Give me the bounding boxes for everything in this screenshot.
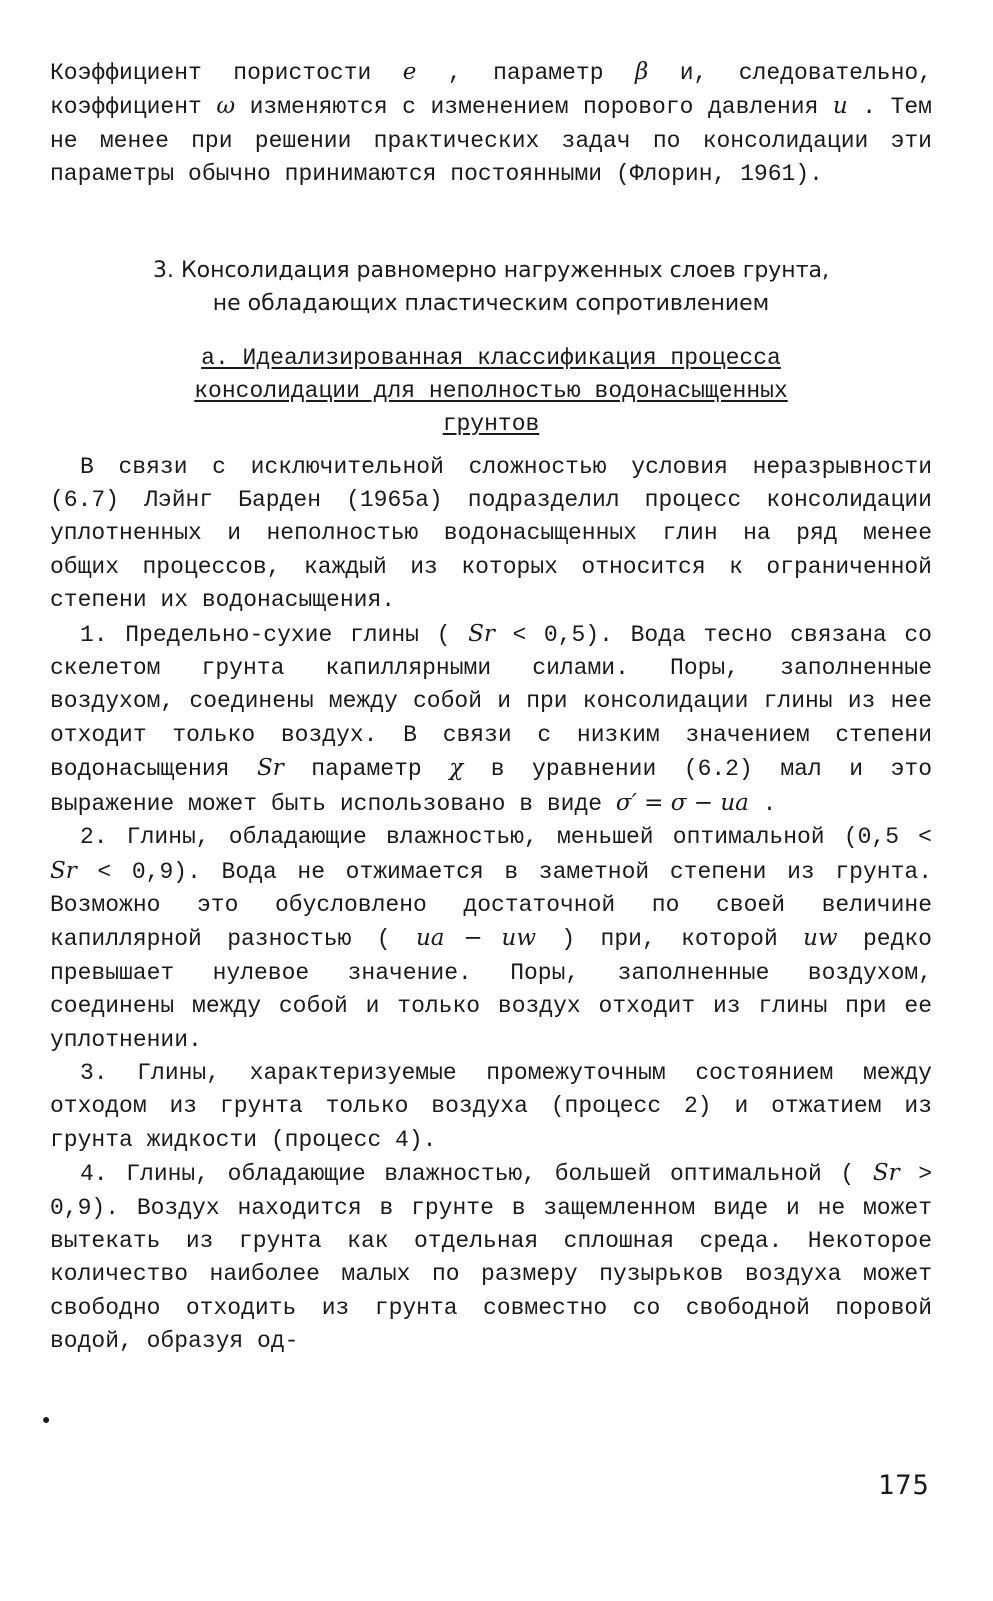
intro-text: . Тем не менее при решении практических задач по консолидации эти параметры обычно принимаются постоянными (Флорин, 1961).	[50, 94, 932, 188]
section-heading-line: не обладающих пластическим сопротивлением	[212, 290, 770, 316]
formula-capillary-difference: ua − uw	[415, 925, 537, 952]
item-text: < 0,5). Вода тесно связана со скелетом грунта капиллярными силами. Поры, заполненные воздухом, соединены между собой и при консолидации глины из нее отходит только воздух. В связи с низким значением степени водонасыщения	[50, 621, 932, 783]
intro-text: , параметр	[416, 60, 635, 86]
intro-text: Коэффициент пористости	[50, 60, 403, 86]
symbol-beta: β	[634, 59, 649, 85]
list-item-4	[50, 1157, 932, 1358]
item-text: 4. Глины, обладающие влажностью, большей оптимальной (	[80, 1161, 873, 1188]
list-item-3: 3. Глины, характеризуемые промежуточным состоянием между отходом из грунта только воздуха (процесс 2) и отжатием из грунта жидкости (процесс 4).	[50, 1059, 932, 1153]
intro-text: изменяются с изменением порового давления	[235, 94, 833, 121]
item-text: > 0,9). Воздух находится в грунте в защемленном виде и не может вытекать из грунта как отдельная сплошная среда. Некоторое количество наиболее малых по размеру пузырьков воздуха может свободно отходить из грунта совместно со свободной поровой водой, образуя од-	[50, 1161, 932, 1355]
symbol-sr: Sr	[468, 620, 495, 647]
item-text: ) при, которой	[536, 926, 804, 953]
item-text: 1. Предельно-сухие глины (	[80, 621, 469, 648]
item-text: параметр	[283, 756, 450, 783]
main-paragraph: В связи с исключительной сложностью условия неразрывности (6.7) Лэйнг Барден (1965а) подразделил процесс консолидации уплотненных и неполностью водонасыщенных глин на ряд менее общих процессов, каждый из которых относится к ограниченной степени их водонасыщения.	[50, 453, 932, 614]
intro-text: и, следовательно, коэффициент	[50, 60, 932, 121]
symbol-e: e	[402, 59, 417, 85]
list-item-2	[50, 821, 932, 1057]
section-heading	[50, 254, 932, 320]
item-text: 2. Глины, обладающие влажностью, меньшей оптимальной (0,5 <	[80, 824, 932, 851]
list-item-1	[50, 618, 932, 821]
symbol-sr: Sr	[256, 755, 284, 782]
formula-effective-stress: σ′ = σ − ua	[615, 789, 749, 816]
item-text: редко превышает нулевое значение. Поры, заполненные воздухом, соединены между собой и только воздух отходит из глины при ее уплотнении.	[50, 926, 932, 1053]
symbol-u: u	[832, 93, 848, 120]
symbol-omega: ω	[216, 93, 236, 120]
subsection-heading: а. Идеализированная классификация процесса консолидации для неполностью водонасыщенных грунтов	[194, 344, 788, 437]
section-heading-line: 3. Консолидация равномерно нагруженных слоев грунта,	[153, 257, 829, 283]
symbol-sr: Sr	[872, 1160, 900, 1187]
intro-paragraph	[50, 56, 932, 192]
symbol-chi: χ	[449, 755, 464, 782]
page-content	[50, 56, 932, 1359]
margin-dot: ●	[42, 1413, 51, 1429]
item-text: .	[748, 790, 777, 817]
symbol-sr: Sr	[50, 857, 77, 884]
item-text: в уравнении (6.2) мал и это выражение может быть использовано в виде	[50, 756, 932, 817]
page-number: 175	[878, 1470, 930, 1501]
item-text: < 0,9). Вода не отжимается в заметной степени из грунта. Возможно это обусловлено достаточной по своей величине капиллярной разностью (	[50, 858, 932, 953]
symbol-uw: uw	[803, 925, 838, 952]
